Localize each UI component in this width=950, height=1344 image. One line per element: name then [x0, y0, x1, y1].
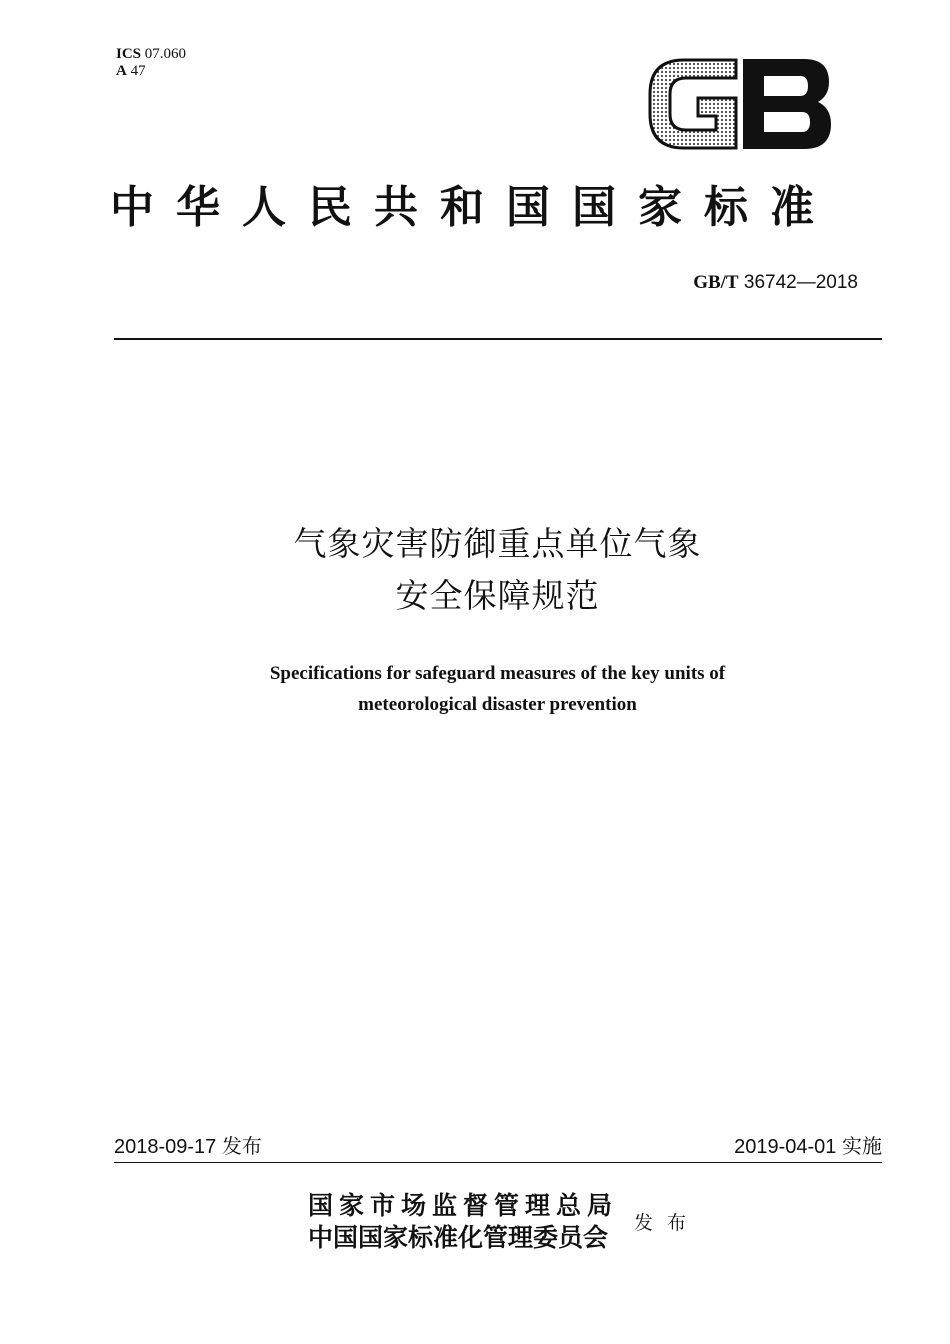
- issue-verb: 发布: [634, 1212, 701, 1234]
- document-title-english: [0, 658, 950, 720]
- issue-date: 2018-09-17: [114, 1136, 217, 1158]
- issue-date-label: 发布: [221, 1134, 262, 1158]
- implement-date-label: 实施: [842, 1134, 882, 1158]
- title-cn-line-1: 气象灾害防御重点单位气象: [293, 524, 702, 563]
- ccs-code: 47: [130, 63, 146, 79]
- gb-logo: [644, 54, 834, 154]
- ics-key: ICS: [116, 46, 142, 62]
- header-divider: [114, 338, 882, 340]
- title-en-line-2: meteorological disaster prevention: [358, 694, 637, 715]
- standard-category-title: 中华人民共和国国家标准: [110, 182, 836, 233]
- gb-logo-graphic: [644, 54, 834, 154]
- issuer-line-1: 国家市场监督管理总局: [308, 1191, 619, 1220]
- title-cn-line-2: 安全保障规范: [395, 576, 600, 615]
- ics-row: [116, 46, 186, 63]
- standard-number-prefix: GB/T: [693, 272, 739, 293]
- issue-date-block: [114, 1132, 262, 1161]
- title-en-line-1: Specifications for safeguard measures of the key units of: [269, 663, 726, 684]
- implement-date-block: [734, 1132, 882, 1161]
- issuer-line-2: 中国国家标准化管理委员会: [308, 1223, 609, 1252]
- implement-date: 2019-04-01: [734, 1136, 837, 1158]
- document-title-chinese: [0, 518, 950, 622]
- issuing-authorities: [308, 1190, 618, 1254]
- footer-divider: [114, 1162, 882, 1163]
- standard-number: [693, 272, 858, 294]
- standard-number-value: 36742—2018: [743, 272, 858, 293]
- ccs-row: [116, 63, 186, 80]
- classification-block: [116, 46, 186, 80]
- ics-code: 07.060: [144, 46, 187, 62]
- ccs-key: A: [116, 63, 127, 79]
